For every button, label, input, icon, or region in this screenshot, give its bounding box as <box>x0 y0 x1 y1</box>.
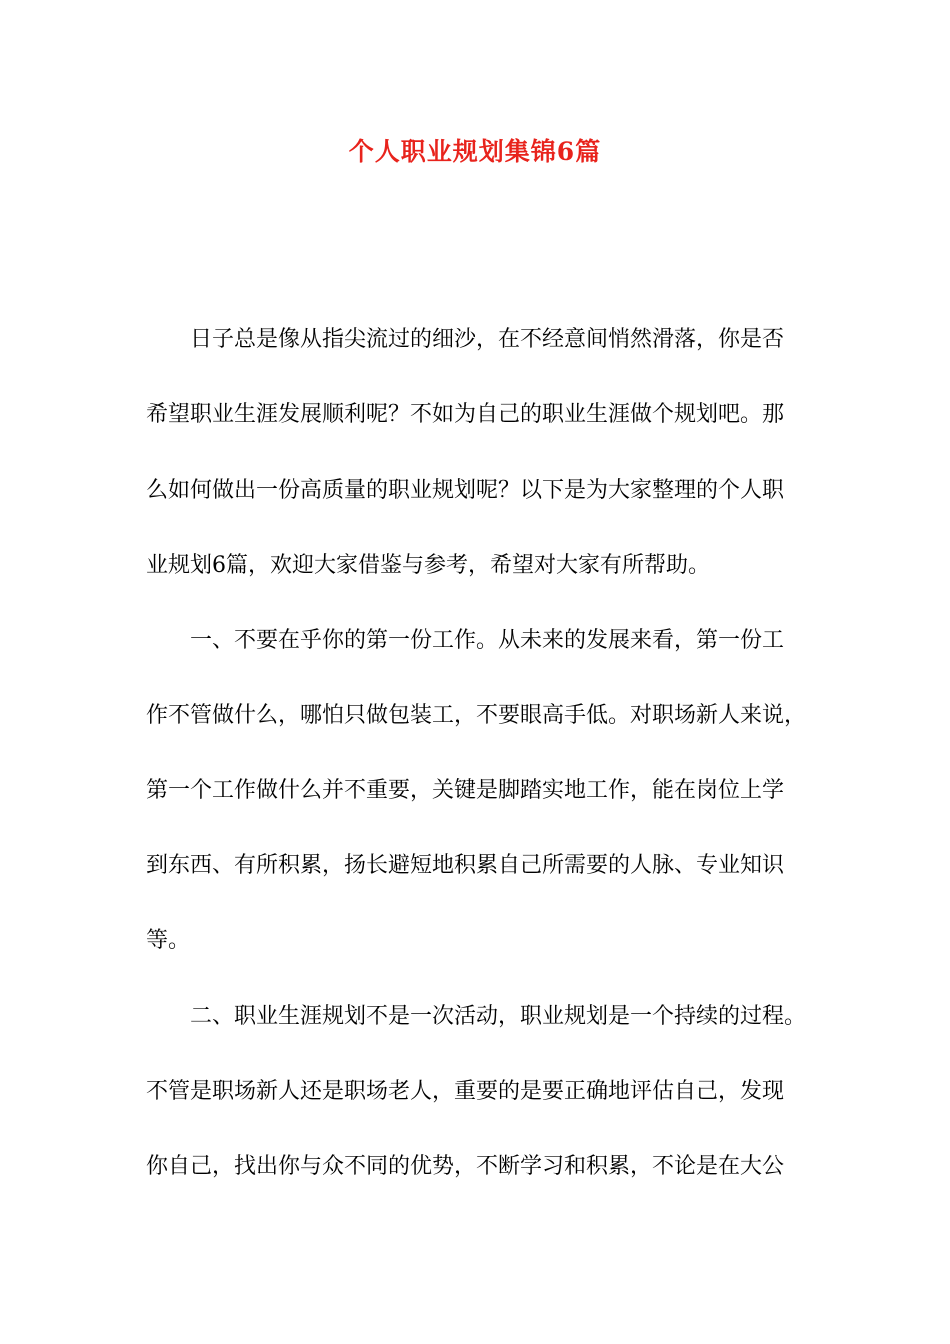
paragraph-line-10: 二、职业生涯规划不是一次活动，职业规划是一个持续的过程。 <box>190 1004 807 1029</box>
paragraph-line-4: 业规划6篇，欢迎大家借鉴与参考，希望对大家有所帮助。 <box>146 553 710 578</box>
paragraph-line-5: 一、不要在乎你的第一份工作。从未来的发展来看，第一份工 <box>190 628 785 653</box>
paragraph-line-7: 第一个工作做什么并不重要，关键是脚踏实地工作，能在岗位上学 <box>146 778 785 803</box>
paragraph-line-6: 作不管做什么，哪怕只做包装工，不要眼高手低。对职场新人来说， <box>146 703 807 728</box>
paragraph-line-9: 等。 <box>146 928 191 953</box>
paragraph-line-11: 不管是职场新人还是职场老人，重要的是要正确地评估自己，发现 <box>146 1079 785 1104</box>
paragraph-line-2: 希望职业生涯发展顺利呢？不如为自己的职业生涯做个规划吧。那 <box>146 402 785 427</box>
paragraph-line-12: 你自己，找出你与众不同的优势，不断学习和积累，不论是在大公 <box>146 1154 785 1179</box>
paragraph-line-3: 么如何做出一份高质量的职业规划呢？以下是为大家整理的个人职 <box>146 478 785 503</box>
paragraph-line-8: 到东西、有所积累，扬长避短地积累自己所需要的人脉、专业知识 <box>146 853 785 878</box>
document-title: 个人职业规划集锦6篇 <box>348 137 602 166</box>
paragraph-line-1: 日子总是像从指尖流过的细沙，在不经意间悄然滑落，你是否 <box>190 327 785 352</box>
